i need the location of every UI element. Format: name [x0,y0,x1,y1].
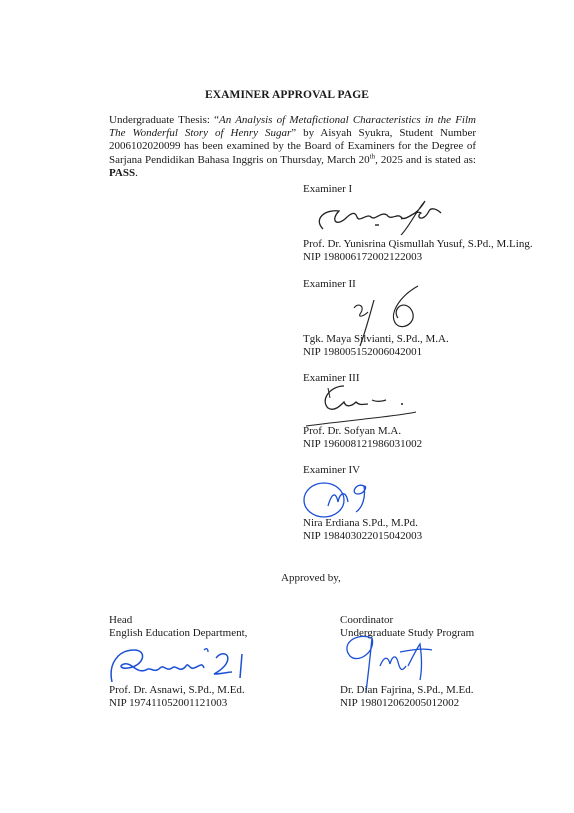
approval-statement [109,114,476,180]
head-name: Prof. Dr. Asnawi, S.Pd., M.Ed. [109,684,245,696]
examiner-4-nip: NIP 198403022015042003 [303,530,423,542]
examiner-3-nip: NIP 196008121986031002 [303,438,423,450]
coordinator-role: Coordinator [340,614,394,626]
coordinator-name: Dr. Dian Fajrina, S.Pd., M.Ed. [340,684,474,696]
examiner-3-role: Examiner III [303,372,360,384]
examiner-1-nip: NIP 198006172002122003 [303,251,423,263]
coordinator-unit: Undergraduate Study Program [340,627,475,639]
examiner-4-name: Nira Erdiana S.Pd., M.Pd. [303,517,418,529]
statement-prefix: Undergraduate Thesis: “ [109,114,219,126]
approved-by: Approved by, [281,572,341,584]
examiner-1-name: Prof. Dr. Yunisrina Qismullah Yusuf, S.Pd., M.Ling. [303,238,533,250]
thesis-title: An Analysis of Metafictional Characteristics in the Film The Wonderful Story of Henry Sugar [109,114,476,140]
examiner-1-signature [305,197,455,239]
head-signature [104,640,264,688]
statement-body: ” by Aisyah Syukra, Student Number 2006102020099 has been examined by the Board of Examiners for the Degree of Sarjana Pendidikan Bahasa Inggris on Thursday, March 20 [109,127,476,166]
statement-end: . [135,166,138,179]
statement-date-tail: , 2025 and is stated as: [375,153,476,166]
coordinator-nip: NIP 198012062005012002 [340,697,460,709]
examiner-4-signature [298,472,398,522]
head-unit: English Education Department, [109,627,248,639]
head-role: Head [109,614,133,626]
examiner-3-signature [300,372,450,430]
examiner-3-name: Prof. Dr. Sofyan M.A. [303,425,402,437]
page-title: EXAMINER APPROVAL PAGE [204,89,370,101]
head-nip: NIP 197411052001121003 [109,697,228,709]
examiner-2-name: Tgk. Maya Silvianti, S.Pd., M.A. [303,333,449,345]
ordinal-suffix: th [369,151,376,160]
examiner-4-role: Examiner IV [303,464,361,476]
examiner-2-nip: NIP 198005152006042001 [303,346,423,358]
examiner-1-role: Examiner I [303,183,353,195]
examiner-2-role: Examiner II [303,278,356,290]
result-pass: PASS [109,166,136,179]
